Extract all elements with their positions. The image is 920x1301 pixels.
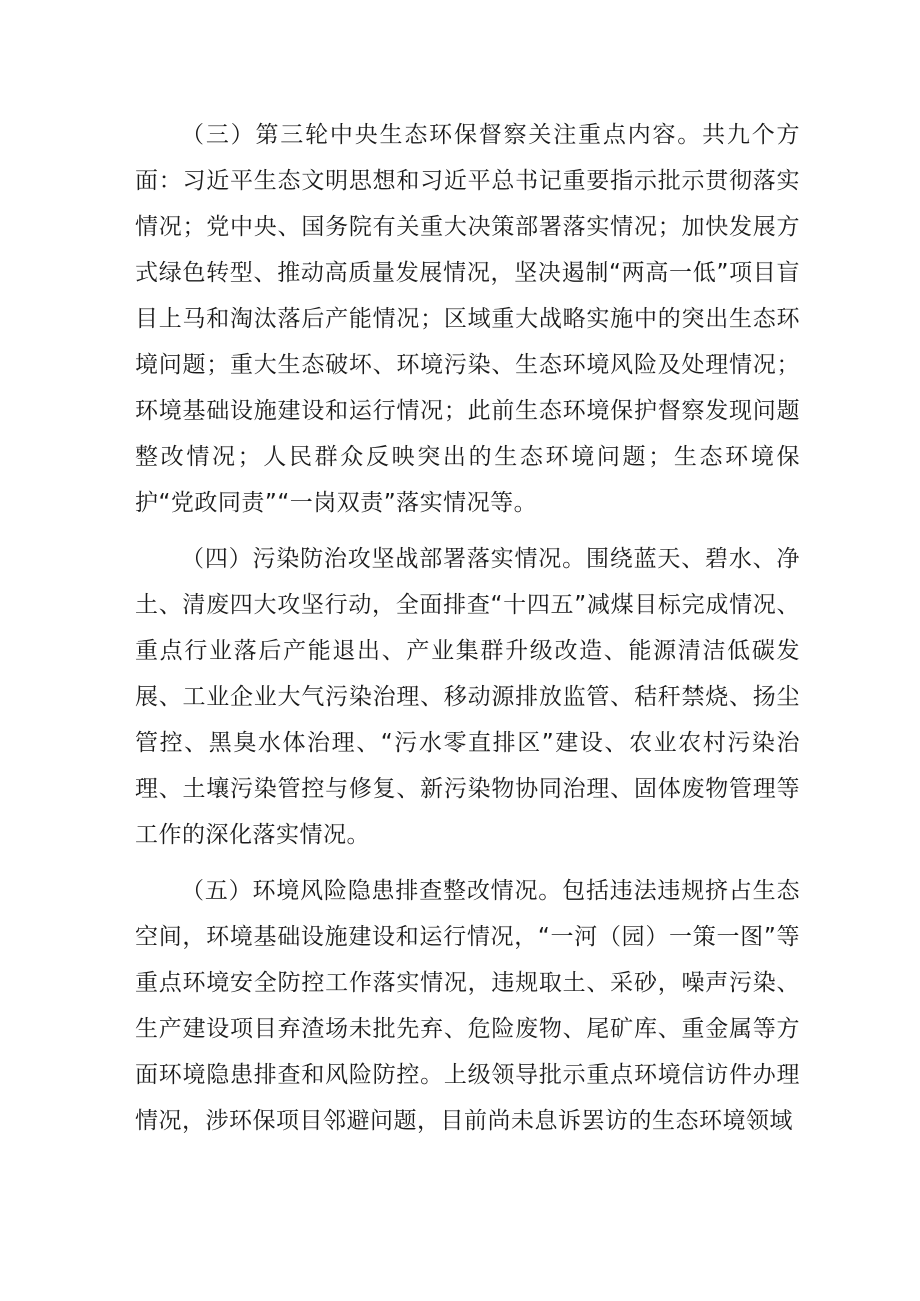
paragraph-supervision-focus: （三）第三轮中央生态环保督察关注重点内容。共九个方面：习近平生态文明思想和习近平总书记重要指示批示贯彻落实情况；党中央、国务院有关重大决策部署落实情况；加快发展方式绿色转型、推动高质量发展情况，坚决遏制“两高一低”项目盲目上马和淘汰落后产能情况；区域重大战略实施中的突出生态环境问题；重大生态破坏、环境污染、生态环境风险及处理情况；环境基础设施建设和运行情况；此前生态环境保护督察发现问题整改情况；人民群众反映突出的生态环境问题；生态环境保护“党政同责”“一岗双责”落实情况等。 <box>135 122 800 516</box>
document-body <box>135 112 800 1154</box>
paragraph-environmental-risk: （五）环境风险隐患排查整改情况。包括违法违规挤占生态空间，环境基础设施建设和运行情况，“一河（园）一策一图”等重点环境安全防控工作落实情况，违规取土、采砂，噪声污染、生产建设项目弃渣场未批先弃、危险废物、尾矿库、重金属等方面环境隐患排查和风险防控。上级领导批示重点环境信访件办理情况，涉环保项目邻避问题，目前尚未息诉罢访的生态环境领域 <box>135 878 800 1134</box>
paragraph-pollution-prevention: （四）污染防治攻坚战部署落实情况。围绕蓝天、碧水、净土、清废四大攻坚行动，全面排查“十四五”减煤目标完成情况、重点行业落后产能退出、产业集群升级改造、能源清洁低碳发展、工业企业大气污染治理、移动源排放监管、秸秆禁烧、扬尘管控、黑臭水体治理、“污水零直排区”建设、农业农村污染治理、土壤污染管控与修复、新污染物协同治理、固体废物管理等工作的深化落实情况。 <box>135 546 800 848</box>
